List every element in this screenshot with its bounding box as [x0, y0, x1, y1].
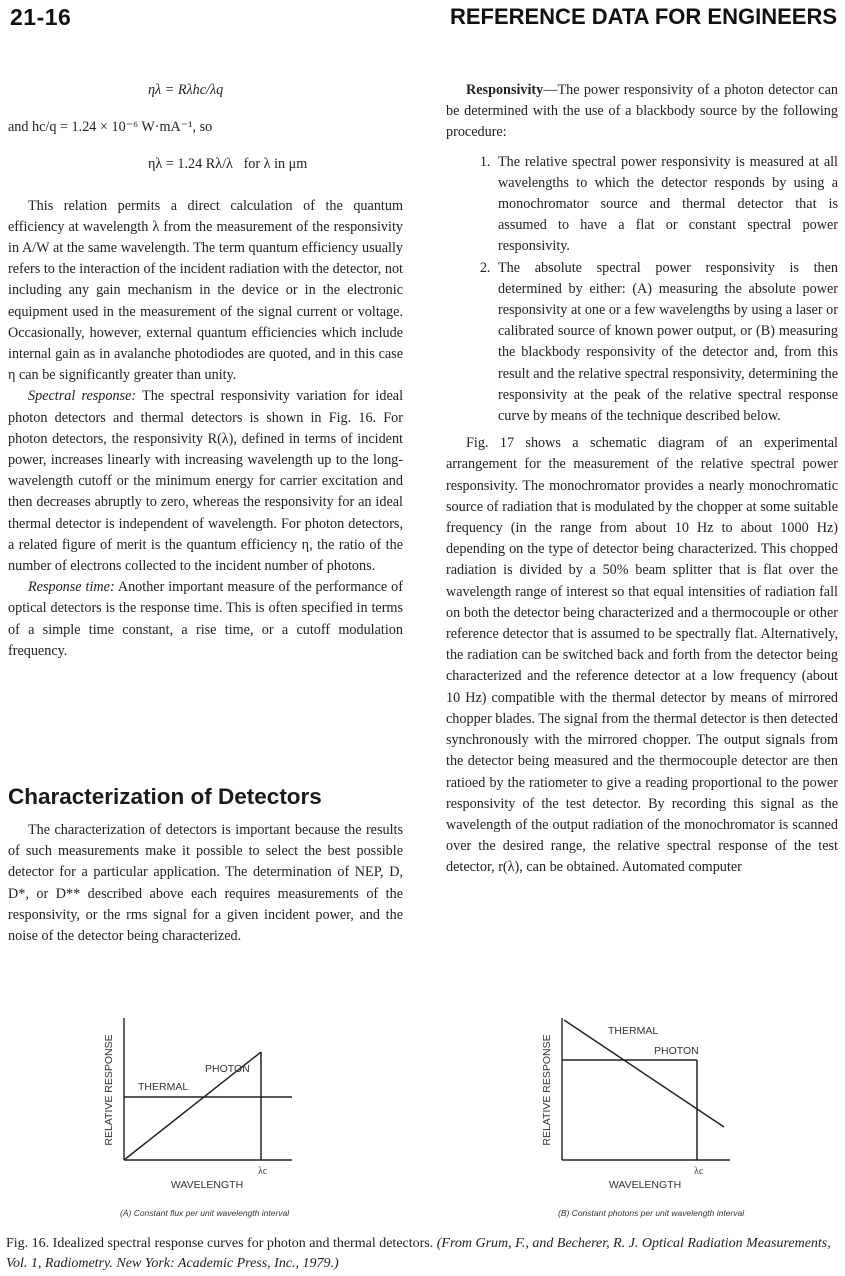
- responsivity-label: Responsivity: [466, 82, 544, 98]
- right-column: [446, 80, 838, 879]
- spectral-response-text: The spectral responsivity variation for ideal photon detectors and thermal detectors is shown in Fig. 16. For photon detectors, the responsivity R(λ), defined in terms of incident power, increases linearly with increasing wavelength up to the long-wavelength cutoff or the minimum energy for carrier excitation and then decreases abruptly to zero, whereas the responsivity for an ideal thermal detector is independent of wavelength. For photon detectors, a related figure of merit is the quantum efficiency η, the ratio of the number of electrons collected to the incident number of photons.: [8, 388, 404, 575]
- left-column: [8, 80, 403, 662]
- figure-caption: [6, 1234, 836, 1274]
- equation-quantum-efficiency: ηλ = Rλhc/λq: [148, 82, 224, 98]
- left-column-lower: [8, 820, 403, 947]
- figure-caption-main: Fig. 16. Idealized spectral response curves for photon and thermal detectors.: [6, 1236, 437, 1251]
- paragraph-response-time: [8, 577, 403, 662]
- running-title: REFERENCE DATA FOR ENGINEERS: [449, 4, 837, 29]
- equation-quantum-efficiency-um: ηλ = 1.24 Rλ/λ for λ in μm: [148, 156, 308, 173]
- spectral-response-label: Spectral response:: [28, 388, 137, 405]
- paragraph-spectral-response: [8, 386, 403, 577]
- figure-caption-source: (From Grum, F., and Becherer, R. J. Optical Radiation Measurements, Vol. 1, Radiometry. New York: Academic Press, Inc., 1979.): [6, 1236, 831, 1271]
- procedure-step: 1. The relative spectral power responsivity is measured at all wavelengths to which the detector responds by using a monochromator source and thermal detector that is assumed to have a flat or constant spectral power responsivity.: [494, 152, 838, 258]
- paragraph-quantum-efficiency: This relation permits a direct calculation of the quantum efficiency at wavelength λ from the measurement of the responsivity in A/W at the same wavelength. The term quantum efficiency usually refers to the interaction of the incident radiation with the detector, not including any gain mechanism in the device or in the electronic equipment used in the measurement of the signal current or voltage. Occasionally, however, external quantum efficiencies which include internal gain as in avalanche photodiodes are quoted, and in this case η can be significantly greater than unity.: [8, 197, 403, 384]
- page-number: 21-16: [10, 4, 72, 30]
- photon-label: PHOTON: [654, 1045, 699, 1057]
- cutoff-label: λc: [694, 1166, 704, 1177]
- paragraph-fig17: Fig. 17 shows a schematic diagram of an experimental arrangement for the measurement of the relative spectral power responsivity. The monochromator provides a nearly monochromatic source of radiation that is modulated by the chopper at some suitable frequency (in the range from about 10 Hz to about 1000 Hz) depending on the type of detector being characterized. This chopped radiation is divided by a 50% beam splitter that is flat over the wavelength range of interest so that equal intensities of radiation fall on both the detector being characterized and a thermocouple or other reference detector that is assumed to be spectrally flat. Alternatively, the radiation can be switched back and forth from the detector being characterized and the reference detector at a low frequency (about 10 Hz) compatible with the thermal detector by means of mirrored chopper blades. The signal from the thermal detector is then detected synchronously with the mirrored chopper. The output signals from the detector being measured and the thermocouple detector are then ratioed by the ratiometer to give a reading proportional to the power responsivity of the test detector. By recording this signal as the wavelength of the output radiation of the monochromator is scanned over the desired range, the relative spectral response of the test detector, r(λ), can be obtained. Automated computer: [446, 435, 838, 876]
- figure-panel-a: [60, 1012, 350, 1202]
- panel-b-caption: (B) Constant photons per unit wavelength interval: [558, 1208, 745, 1218]
- x-axis-label: WAVELENGTH: [608, 1179, 682, 1191]
- paragraph-characterization: The characterization of detectors is important because the results of such measurements make it possible to select the best possible detector for a particular application. The determination of NEP, D, D*, or D** described above each requires measurements of the responsivity, or the rms signal for a given incident power, and the noise of the detector being characterized.: [8, 822, 403, 945]
- photon-label: PHOTON: [205, 1063, 250, 1075]
- thermal-label: THERMAL: [138, 1081, 189, 1093]
- responsivity-text: —The power responsivity of a photon detector can be determined with the use of a blackbody source by the following procedure:: [446, 82, 838, 141]
- x-axis-label: WAVELENGTH: [170, 1179, 244, 1191]
- thermal-label: THERMAL: [608, 1025, 659, 1037]
- paragraph-responsivity: [446, 80, 838, 144]
- procedure-list: [446, 152, 838, 428]
- response-time-label: Response time:: [28, 579, 115, 596]
- response-time-text: Another important measure of the performance of optical detectors is the response time. This is often specified in terms of a simple time constant, a rise time, or a cutoff modulation frequency.: [8, 579, 403, 659]
- section-heading: Characterization of Detectors: [8, 784, 322, 809]
- y-axis-label: RELATIVE RESPONSE: [541, 1034, 553, 1146]
- panel-a-caption: (A) Constant flux per unit wavelength interval: [120, 1208, 290, 1218]
- procedure-step: 2. The absolute spectral power responsivity is then determined by either: (A) measuring the absolute power responsivity at one or a few wavelengths by using a laser or calibrated source of known power output, or (B) measuring the blackbody responsivity of the detector and, from this result and the relative spectral responsivity, determining the responsivity at the peak of the relative spectral response curve by means of the technique described below.: [494, 258, 838, 428]
- y-axis-label: RELATIVE RESPONSE: [103, 1034, 115, 1146]
- cutoff-label: λc: [258, 1166, 268, 1177]
- figure-panel-b: [498, 1012, 788, 1202]
- equation-intro-text: and hc/q = 1.24 × 10⁻⁶ W·mA⁻¹, so: [8, 119, 213, 136]
